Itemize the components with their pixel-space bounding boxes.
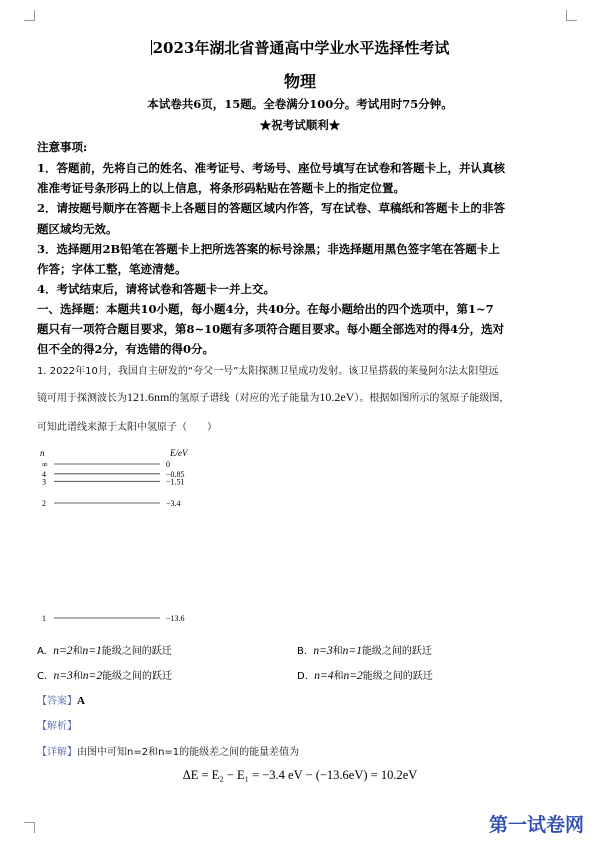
level-n-label: 2 (42, 499, 46, 508)
detail-line: 【详解】由图中可知n=2和n=1的能级差之间的能量差值为 (37, 747, 300, 758)
level-energy-label: 0 (166, 460, 170, 469)
level-energy-label: −3.4 (166, 499, 181, 508)
option-b[interactable]: B. n=3和n=1能级之间的跃迁 (297, 645, 432, 657)
section-instruction: 但不全的得2分，有选错的得0分。 (37, 342, 215, 356)
energy-levels (42, 460, 185, 623)
notes-line: 题区域均无效。 (37, 222, 118, 236)
level-n-label: 1 (42, 614, 46, 623)
energy-axis-label: E/eV (170, 448, 188, 458)
energy-value: 10.2eV (319, 390, 355, 404)
exam-subject: 物理 (283, 72, 316, 91)
notes-line: 3．选择题用2B铅笔在答题卡上把所选答案的标号涂黑；非选择题用黑色签字笔在答题卡上 (37, 242, 500, 256)
option-d[interactable]: D. n=4和n=2能级之间的跃迁 (297, 670, 433, 682)
level-n-label: 3 (42, 477, 46, 487)
level-n-label: 4 (42, 469, 46, 479)
notes-line: 准准考证号条形码上的以上信息，将条形码粘贴在答题卡上的指定位置。 (37, 181, 405, 195)
exam-wish: ★祝考试顺利★ (259, 118, 341, 132)
exam-meta: 本试卷共6页，15题。全卷满分100分。考试用时75分钟。 (147, 97, 453, 111)
notes-line: 2．请按题号顺序在答题卡上各题目的答题区域内作答，写在试卷、草稿纸和答题卡上的非答 (37, 201, 505, 215)
wavelength-value: 121.6nm (127, 390, 170, 404)
question-stem: 1. 2022年10月，我国自主研发的“夸父一号”太阳探测卫星成功发射。该卫星搭载的莱曼阿尔法太阳望远 (37, 366, 499, 377)
notes-line: 作答；字体工整，笔迹清楚。 (37, 262, 187, 276)
section-instruction: 题只有一项符合题目要求，第8~10题有多项符合题目要求。每小题全部选对的得4分，选对 (37, 322, 505, 336)
level-energy-label: −1.51 (166, 477, 185, 487)
section-instruction: 一、选择题：本题共10小题，每小题4分，共40分。在每小题给出的四个选项中，第1~7 (37, 302, 494, 316)
text-cursor (151, 40, 152, 55)
margin-corner-mark (566, 10, 577, 21)
site-watermark: 第一试卷网 (488, 814, 584, 836)
level-energy-label: −0.85 (166, 469, 185, 479)
answer-value: A (77, 695, 85, 707)
option-c[interactable]: C. n=3和n=2能级之间的跃迁 (37, 670, 173, 682)
exam-title: 2023年湖北省普通高中学业水平选择性考试 (152, 39, 450, 57)
option-a[interactable]: A. n=2和n=1能级之间的跃迁 (37, 645, 172, 657)
energy-equation: ΔE = E₂ − E₁ = −3.4 eV − (−13.6eV) = 10.2eV (182, 768, 418, 782)
n-axis-label: n (40, 448, 45, 458)
answer-line: 【答案】A (37, 695, 85, 707)
notes-line: 1．答题前，先将自己的姓名、准考证号、考场号、座位号填写在试卷和答题卡上，并认真核 (37, 161, 505, 175)
analysis-tag: 【解析】 (37, 721, 77, 732)
notes-line: 4．考试结束后，请将试卷和答题卡一并上交。 (37, 282, 275, 296)
question-stem: 镜可用于探测波长为121.6nm的氢原子谱线（对应的光子能量为10.2eV）。根据如图所示的氢原子能级图， (37, 390, 510, 404)
question-stem: 可知此谱线来源于太阳中氢原子（ ） (37, 422, 217, 433)
margin-corner-mark (24, 10, 35, 21)
notes-heading: 注意事项: (37, 140, 88, 154)
level-n-label: ∞ (42, 460, 48, 469)
margin-corner-mark (24, 822, 35, 833)
energy-level-diagram (30, 440, 250, 630)
level-energy-label: −13.6 (166, 614, 185, 623)
